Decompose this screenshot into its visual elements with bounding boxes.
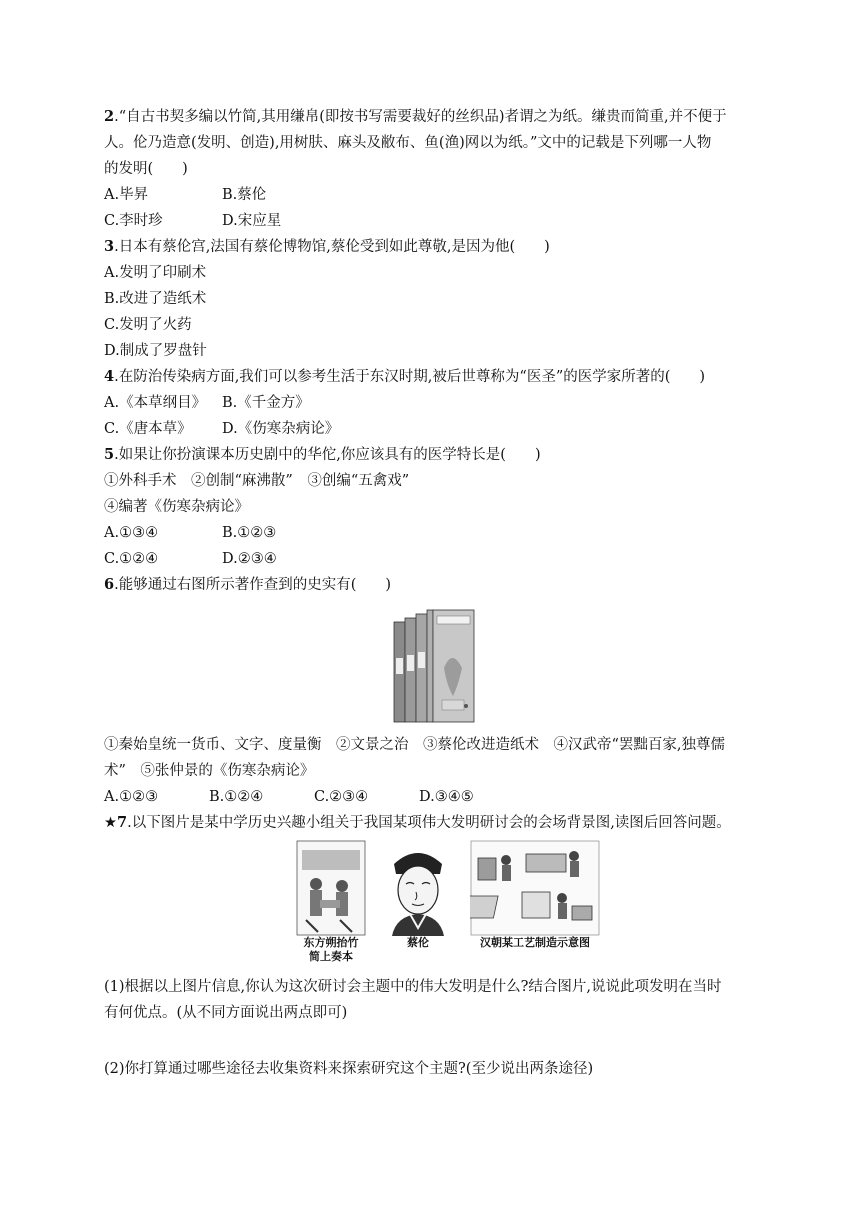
question-6-items-1: ①秦始皇统一货币、文字、度量衡 ②文景之治 ③蔡伦改进造纸术 ④汉武帝“罢黜百家,独尊儒	[104, 737, 726, 753]
caption-dongfang-shuo: 东方朔抬竹 简上奏本	[303, 936, 359, 963]
question-5-items-1: ①外科手术 ②创制“麻沸散” ③创编“五禽戏”	[104, 473, 410, 489]
option-row	[104, 520, 764, 546]
question-5-items-2: ④编著《伤寒杂病论》	[104, 499, 249, 515]
option-d[interactable]: D.宋应星	[222, 213, 282, 229]
panel-papermaking	[470, 840, 600, 964]
question-3	[104, 234, 764, 364]
question-4	[104, 364, 764, 442]
question-number: 4	[104, 368, 115, 385]
option-d[interactable]: D.制成了罗盘针	[104, 343, 207, 359]
option-b[interactable]: B.改进了造纸术	[104, 291, 207, 307]
question-2	[104, 104, 764, 234]
question-5-stem: 5.如果让你扮演课本历史剧中的华佗,你应该具有的医学特长是( )	[104, 446, 541, 463]
question-6	[104, 572, 764, 810]
option-row	[104, 390, 764, 416]
question-number: 6	[104, 576, 115, 593]
option-a[interactable]: A.《本草纲目》	[104, 395, 207, 411]
shiji-book-image	[104, 598, 764, 732]
cai-lun-portrait-illustration	[380, 840, 456, 936]
option-row	[104, 546, 764, 572]
option-row	[104, 208, 764, 234]
panel-cai-lun	[380, 840, 456, 964]
option-b[interactable]: B.蔡伦	[222, 187, 267, 203]
option-c[interactable]: C.①②④	[104, 551, 159, 567]
question-6-items-2: 术” ⑤张仲景的《伤寒杂病论》	[104, 763, 315, 779]
question-4-stem: 4.在防治传染病方面,我们可以参考生活于东汉时期,被后世尊称为“医圣”的医学家所著的( )	[104, 368, 706, 385]
question-7-sub-1-line-2: 有何优点。(从不同方面说出两点即可)	[104, 1005, 348, 1021]
question-2-line-3: 的发明( )	[104, 161, 188, 177]
question-7-sub-2: (2)你打算通过哪些途径去收集资料来探索研究这个主题?(至少说出两条途径)	[104, 1061, 594, 1077]
option-d[interactable]: D.②③④	[222, 551, 277, 567]
caption-cai-lun: 蔡伦	[407, 936, 429, 949]
book-set-illustration	[392, 608, 476, 726]
papermaking-process-illustration	[470, 840, 600, 936]
question-number: 2	[104, 108, 115, 125]
option-b[interactable]: B.①②③	[222, 525, 277, 541]
paper-invention-figure	[168, 836, 728, 964]
option-b[interactable]: B.《千金方》	[222, 395, 310, 411]
option-a[interactable]: A.①②③	[104, 789, 159, 805]
question-2-line-2: 人。伦乃造意(发明、创造),用树肤、麻头及敝布、鱼(渔)网以为纸。”文中的记载是下列哪一人物	[104, 135, 712, 151]
option-a[interactable]: A.毕昇	[104, 187, 149, 203]
question-7-stem: ★7.以下图片是某中学历史兴趣小组关于我国某项伟大发明研讨会的会场背景图,读图后回答问题。	[104, 814, 731, 831]
question-2-line-1: 2.“自古书契多编以竹简,其用缣帛(即按书写需要裁好的丝织品)者谓之为纸。缣贵而简重,并不便于	[104, 108, 727, 125]
option-d[interactable]: D.③④⑤	[419, 789, 474, 805]
option-d[interactable]: D.《伤寒杂病论》	[222, 421, 340, 437]
option-c[interactable]: C.《唐本草》	[104, 421, 192, 437]
question-3-stem: 3.日本有蔡伦宫,法国有蔡伦博物馆,蔡伦受到如此尊敬,是因为他( )	[104, 238, 550, 255]
question-6-stem: 6.能够通过右图所示著作查到的史实有( )	[104, 576, 392, 593]
star-icon: ★	[104, 815, 117, 831]
option-c[interactable]: C.②③④	[314, 789, 369, 805]
question-7-sub-1-line-1: (1)根据以上图片信息,你认为这次研讨会主题中的伟大发明是什么?结合图片,说说此项发明在当时	[104, 979, 722, 995]
caption-papermaking: 汉朝某工艺制造示意图	[480, 936, 590, 949]
option-c[interactable]: C.发明了火药	[104, 317, 192, 333]
question-number: 3	[104, 238, 115, 255]
option-row	[104, 182, 764, 208]
option-row	[104, 416, 764, 442]
question-5	[104, 442, 764, 572]
option-c[interactable]: C.李时珍	[104, 213, 163, 229]
worksheet-page	[104, 104, 764, 1082]
question-number: 5	[104, 446, 115, 463]
option-b[interactable]: B.①②④	[209, 789, 264, 805]
bamboo-slips-illustration	[296, 840, 366, 936]
question-7	[104, 810, 764, 1082]
option-row	[104, 784, 764, 810]
option-a[interactable]: A.发明了印刷术	[104, 265, 207, 281]
option-a[interactable]: A.①③④	[104, 525, 159, 541]
question-number: 7	[117, 814, 128, 831]
panel-dongfang-shuo	[296, 840, 366, 964]
